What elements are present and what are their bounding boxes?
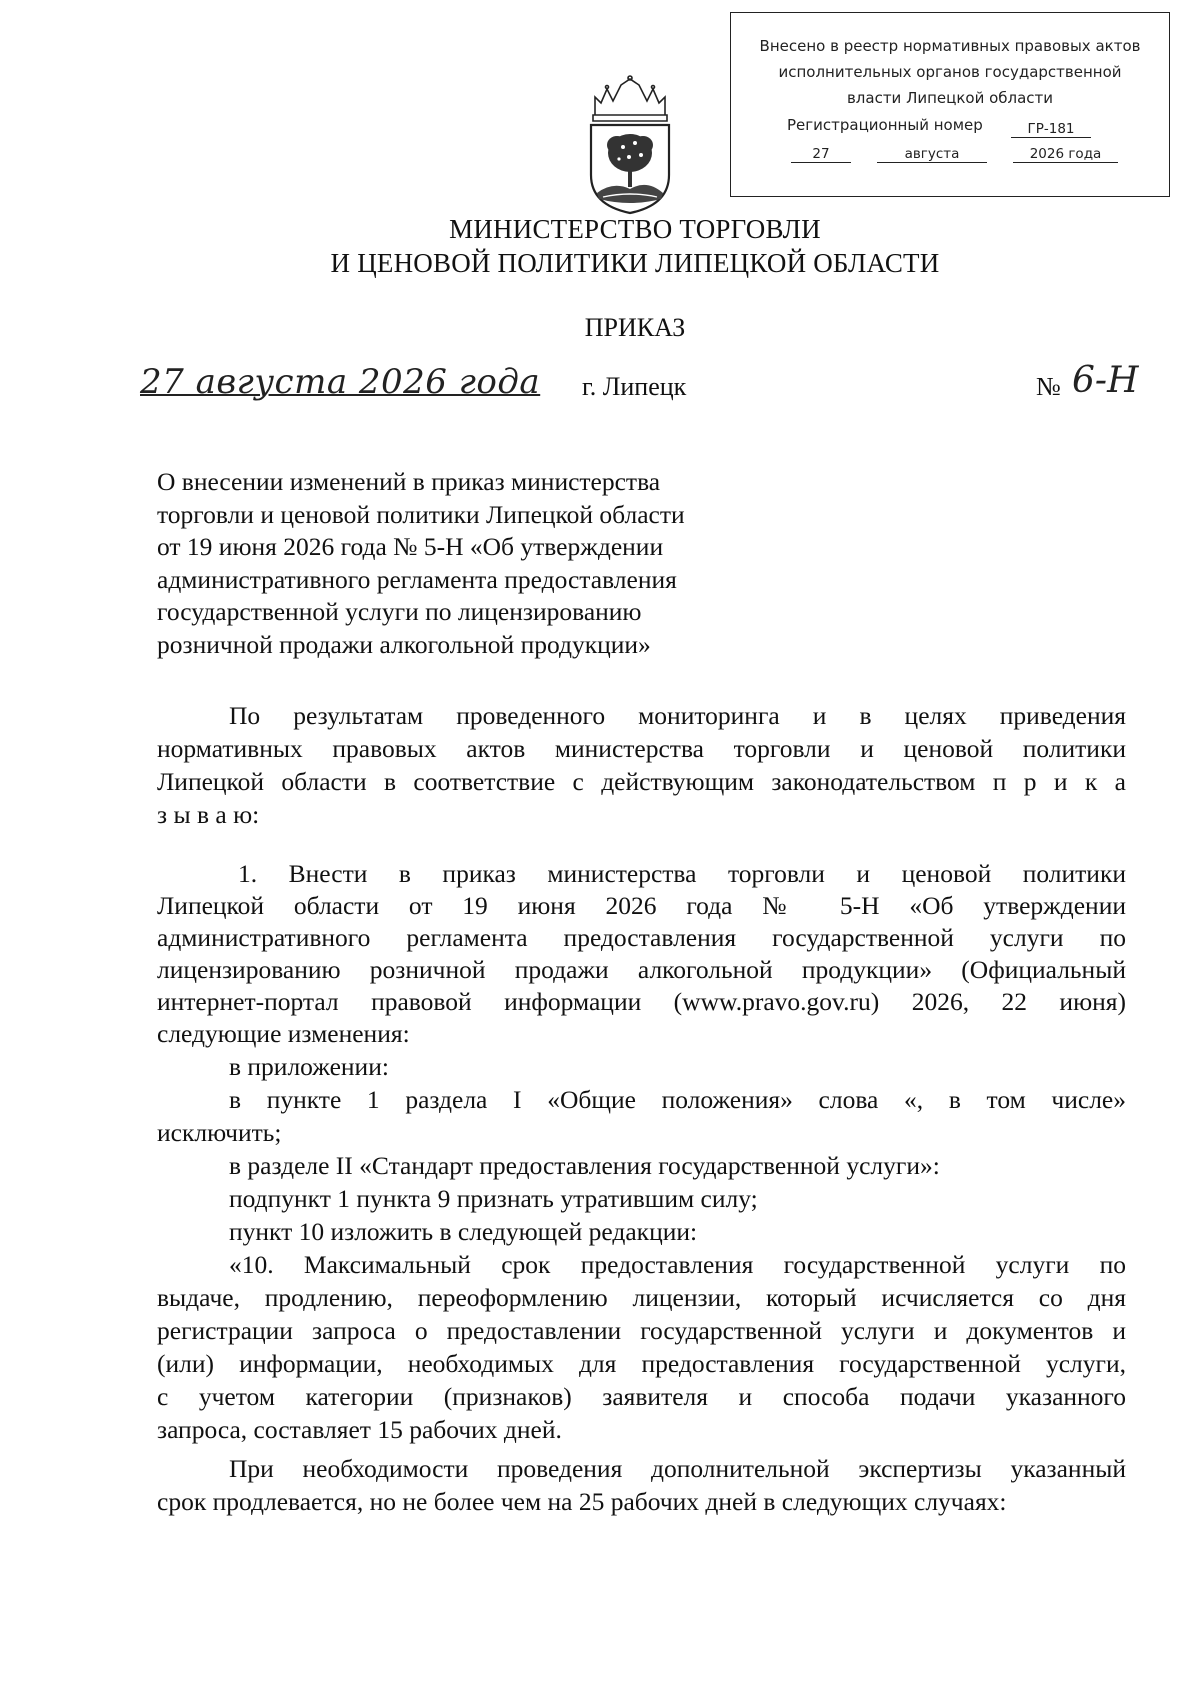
subject-line: торговли и ценовой политики Липецкой области bbox=[157, 499, 685, 529]
stamp-line-1: Внесено в реестр нормативных правовых актов bbox=[759, 37, 1141, 55]
stamp-line-2: исполнительных органов государственной bbox=[778, 63, 1122, 81]
subject-line: государственной услуги по лицензированию bbox=[157, 597, 642, 626]
clause-section-2: в разделе II «Стандарт предоставления государственной услуги»: bbox=[229, 1151, 940, 1180]
item-1-line: лицензированию розничной продажи алкогольной продукции» (Официальный bbox=[157, 955, 1126, 984]
registration-label: Регистрационный номер bbox=[787, 116, 983, 134]
ministry-name-line-2: И ЦЕНОВОЙ ПОЛИТИКИ ЛИПЕЦКОЙ ОБЛАСТИ bbox=[330, 248, 940, 278]
preamble-line: з ы в а ю: bbox=[157, 800, 260, 829]
preamble-line: По результатам проведенного мониторинга и в целях приведения bbox=[229, 701, 1126, 730]
stamp-day: 27 bbox=[791, 146, 851, 163]
item-1-line: 1. Внести в приказ министерства торговли и ценовой политики bbox=[238, 859, 1126, 888]
item-1-line: административного регламента предоставления государственной услуги по bbox=[157, 923, 1126, 952]
stamp-year: 2026 года bbox=[1013, 146, 1118, 163]
stamp-line-3: власти Липецкой области bbox=[846, 89, 1054, 107]
extension-line: срок продлевается, но не более чем на 25 рабочих дней в следующих случаях: bbox=[157, 1487, 1007, 1516]
preamble-line: Липецкой области в соответствие с действующим законодательством п р и к а bbox=[157, 767, 1126, 796]
order-number-prefix: № bbox=[1036, 372, 1061, 401]
clause-10-line: с учетом категории (признаков) заявителя и способа подачи указанного bbox=[157, 1382, 1126, 1411]
clause-item-10: пункт 10 изложить в следующей редакции: bbox=[229, 1217, 698, 1246]
clause-10-line: регистрации запроса о предоставлении государственной услуги и документов и bbox=[157, 1316, 1126, 1345]
lipetsk-coat-of-arms-icon bbox=[583, 75, 677, 215]
order-date-handwritten: 27 августа 2026 года bbox=[140, 362, 541, 402]
ministry-name-line-1: МИНИСТЕРСТВО ТОРГОВЛИ bbox=[449, 214, 821, 244]
clause-10-line: «10. Максимальный срок предоставления государственной услуги по bbox=[229, 1250, 1126, 1279]
clause-line: исключить; bbox=[157, 1118, 282, 1147]
item-1-line: интернет-портал правовой информации (www.pravo.gov.ru) 2026, 22 июня) bbox=[157, 987, 1126, 1016]
preamble-line: нормативных правовых актов министерства торговли и ценовой политики bbox=[157, 734, 1126, 763]
registration-number: ГР-181 bbox=[1011, 121, 1091, 138]
clause-10-line: запроса, составляет 15 рабочих дней. bbox=[157, 1415, 562, 1444]
city: г. Липецк bbox=[582, 372, 687, 401]
order-subject bbox=[157, 466, 777, 661]
item-1-line: Липецкой области от 19 июня 2026 года № 5-Н «Об утверждении bbox=[157, 891, 1126, 920]
extension-line: При необходимости проведения дополнительной экспертизы указанный bbox=[229, 1454, 1126, 1483]
subject-line: административного регламента предоставления bbox=[157, 564, 677, 594]
subject-line: от 19 июня 2026 года № 5-Н «Об утверждении bbox=[157, 532, 664, 561]
clause-10-line: выдаче, продлению, переоформлению лицензии, который исчисляется со дня bbox=[157, 1283, 1126, 1312]
registry-stamp bbox=[730, 12, 1170, 197]
appendix-heading: в приложении: bbox=[229, 1052, 389, 1081]
subject-line: розничной продажи алкогольной продукции» bbox=[157, 629, 651, 659]
clause-10-line: (или) информации, необходимых для предоставления государственной услуги, bbox=[157, 1349, 1126, 1378]
clause-item-9: подпункт 1 пункта 9 признать утратившим силу; bbox=[229, 1184, 758, 1213]
clause-line: в пункте 1 раздела I «Общие положения» слова «, в том числе» bbox=[229, 1085, 1126, 1114]
document-type: ПРИКАЗ bbox=[584, 313, 686, 342]
item-1-line: следующие изменения: bbox=[157, 1019, 410, 1048]
order-number-handwritten: 6-Н bbox=[1072, 360, 1139, 401]
stamp-month: августа bbox=[877, 146, 987, 163]
subject-line: О внесении изменений в приказ министерства bbox=[157, 467, 661, 496]
